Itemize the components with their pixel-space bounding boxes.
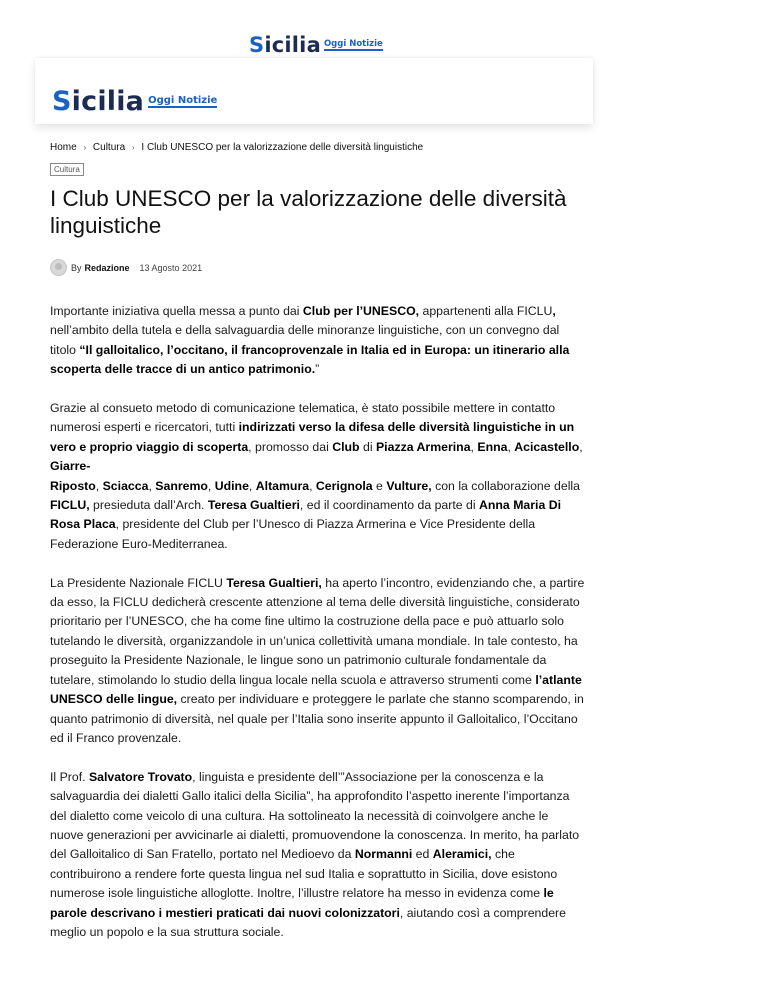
category-tag[interactable]: Cultura bbox=[50, 163, 84, 176]
text-run: , bbox=[470, 439, 478, 454]
header-logo-wordmark: Sicilia bbox=[52, 86, 145, 117]
article-paragraph bbox=[50, 574, 585, 749]
bold-text: Udine bbox=[214, 478, 249, 493]
by-label: By bbox=[71, 262, 82, 273]
breadcrumb-home[interactable]: Home bbox=[50, 142, 77, 153]
text-run: presieduta dall’Arch. bbox=[89, 498, 208, 513]
author-avatar[interactable] bbox=[50, 259, 67, 276]
text-run: Importante iniziativa quella messa a punto dai bbox=[50, 304, 303, 318]
logo-wordmark: Sicilia bbox=[249, 33, 321, 57]
site-header bbox=[35, 58, 593, 124]
article-title: I Club UNESCO per la valorizzazione delle diversità linguistiche bbox=[50, 186, 567, 238]
text-run: , bbox=[579, 439, 583, 454]
text-run: appartenenti alla FICLU bbox=[419, 304, 553, 318]
bold-text: Sciacca bbox=[102, 478, 149, 493]
text-run: nell’ambito della tutela e della salvaguardia delle minoranze linguistiche, con un convegno dal titolo bbox=[50, 323, 560, 357]
top-site-logo[interactable] bbox=[249, 33, 383, 57]
text-run: , bbox=[148, 478, 156, 493]
bold-text: Club per l’UNESCO, bbox=[302, 304, 420, 318]
text-run: che contribuirono a rendere forte questa lingua nel sud Italia e soprattutto in Sicilia, dove esistono numerose isole linguistiche alloglotte. Inoltre, l’illustre relatore ha messo in evidenza come bbox=[50, 847, 558, 901]
logo-wordmark-rest: icilia bbox=[264, 33, 321, 57]
text-run: ed bbox=[412, 847, 433, 862]
author-name[interactable]: Redazione bbox=[84, 262, 130, 273]
bold-text: Acicastello bbox=[514, 439, 580, 454]
bold-text: Cerignola bbox=[315, 478, 373, 493]
article-paragraph bbox=[50, 302, 585, 380]
text-run: ha aperto l’incontro, evidenziando che, a partire da esso, la FICLU dedicherà crescente attenzione al tema delle diversità linguistiche, considerato prioritario per l’UNESCO, che ha come fine ultimo la costruzione della pace e può attuarlo solo tutelando le diversità, organizzandole in un’unica collettività umana mondiale. In tale contesto, ha proseguito la Presidente Nazionale, le lingue sono un patrimonio culturale fondamentale da tutelare, stimolando lo studio della lingua locale nella scuola e attraverso strumenti come bbox=[50, 575, 585, 687]
bold-text: Club bbox=[332, 439, 360, 454]
bold-text: Enna bbox=[477, 439, 508, 454]
breadcrumb bbox=[50, 142, 423, 153]
bold-text: Teresa Gualtieri bbox=[207, 498, 300, 513]
text-run: , bbox=[248, 478, 256, 493]
text-run: , bbox=[309, 478, 316, 493]
text-run: e bbox=[372, 478, 387, 493]
text-run: , bbox=[95, 478, 103, 493]
bold-text: Teresa Gualtieri, bbox=[226, 575, 322, 590]
text-run: La Presidente Nazionale FICLU bbox=[50, 575, 227, 590]
logo-tagline: Oggi Notizie bbox=[323, 39, 383, 49]
article-meta bbox=[50, 259, 202, 276]
bold-text: Normanni bbox=[354, 847, 413, 862]
bold-text: Piazza Armerina bbox=[375, 439, 471, 454]
article-paragraph bbox=[50, 768, 585, 943]
bold-text: “Il galloitalico, l’occitano, il francoprovenzale in Italia ed in Europa: un itinerario alla scoperta delle tracce di un antico patrimonio. bbox=[50, 342, 570, 377]
bold-text: , bbox=[552, 304, 556, 318]
article-paragraph bbox=[50, 399, 585, 554]
breadcrumb-separator-icon: › bbox=[131, 143, 135, 152]
bold-text: FICLU, bbox=[50, 498, 90, 513]
bold-text: Aleramici, bbox=[432, 847, 492, 862]
bold-text: l’atlante UNESCO delle lingue, bbox=[50, 672, 582, 707]
text-run: , promosso dai bbox=[248, 439, 333, 454]
bold-text: Anna Maria Di Rosa Placa bbox=[50, 498, 562, 532]
text-run: Grazie al consueto metodo di comunicazione telematica, è stato possibile mettere in contatto numerosi esperti e ricercatori, tutti bbox=[50, 401, 556, 435]
text-run: , bbox=[507, 439, 515, 454]
header-site-logo[interactable] bbox=[52, 86, 217, 117]
bold-text: Vulture, bbox=[386, 478, 432, 493]
header-logo-wordmark-rest: icilia bbox=[71, 86, 145, 117]
bold-text: indirizzati verso la difesa delle diversità linguistiche in un vero e proprio viaggio di scoperta bbox=[50, 420, 575, 454]
text-run: , presidente del Club per l’Unesco di Piazza Armerina e Vice Presidente della Federazione Euro-Mediterranea. bbox=[50, 517, 536, 551]
text-run: Il Prof. bbox=[50, 769, 89, 784]
bold-text: Sanremo bbox=[155, 478, 208, 493]
bold-text: Altamura bbox=[255, 478, 310, 493]
bold-text: le parole descrivano i mestieri praticati dai nuovi colonizzatori bbox=[50, 886, 554, 920]
bold-text: Riposto bbox=[50, 478, 96, 493]
text-run: , bbox=[207, 478, 215, 493]
text-run: ” bbox=[315, 362, 320, 377]
text-run: , linguista e presidente dell’”Associazione per la conoscenza e la salvaguardia dei dialetti Gallo italici della Sicilia”, ha approfondito l’aspetto inerente l’importanza del dialetto come veicolo di una cultura. Ha sottolineato la necessità di coinvolgere anche le nuove generazioni per avvicinarle ai dialetti, promuovendone la conoscenza. In merito, ha parlato del Galloitalico di San Fratello, portato nel Medioevo da bbox=[50, 769, 580, 862]
article-body bbox=[50, 302, 585, 962]
text-run: creato per individuare e proteggere le parlate che stanno scomparendo, in quanto patrimonio di diversità, nel quale per l’Italia sono inserite appunto il Galloitalico, l’Occitano ed il Franco provenzale. bbox=[50, 692, 584, 745]
bold-text: Salvatore Trovato bbox=[88, 769, 193, 784]
text-run: con la collaborazione della bbox=[431, 478, 580, 493]
publish-date: 13 Agosto 2021 bbox=[139, 262, 203, 273]
bold-text: Giarre- bbox=[50, 459, 91, 474]
text-run: , aiutando così a comprendere meglio un popolo e la sua struttura sociale. bbox=[50, 905, 566, 939]
breadcrumb-category[interactable]: Cultura bbox=[92, 142, 126, 153]
breadcrumb-separator-icon: › bbox=[83, 143, 87, 152]
header-logo-tagline: Oggi Notizie bbox=[148, 95, 218, 106]
breadcrumb-current: I Club UNESCO per la valorizzazione delle diversità linguistiche bbox=[141, 142, 424, 153]
text-run: di bbox=[359, 439, 376, 454]
text-run: , ed il coordinamento da parte di bbox=[299, 498, 480, 513]
